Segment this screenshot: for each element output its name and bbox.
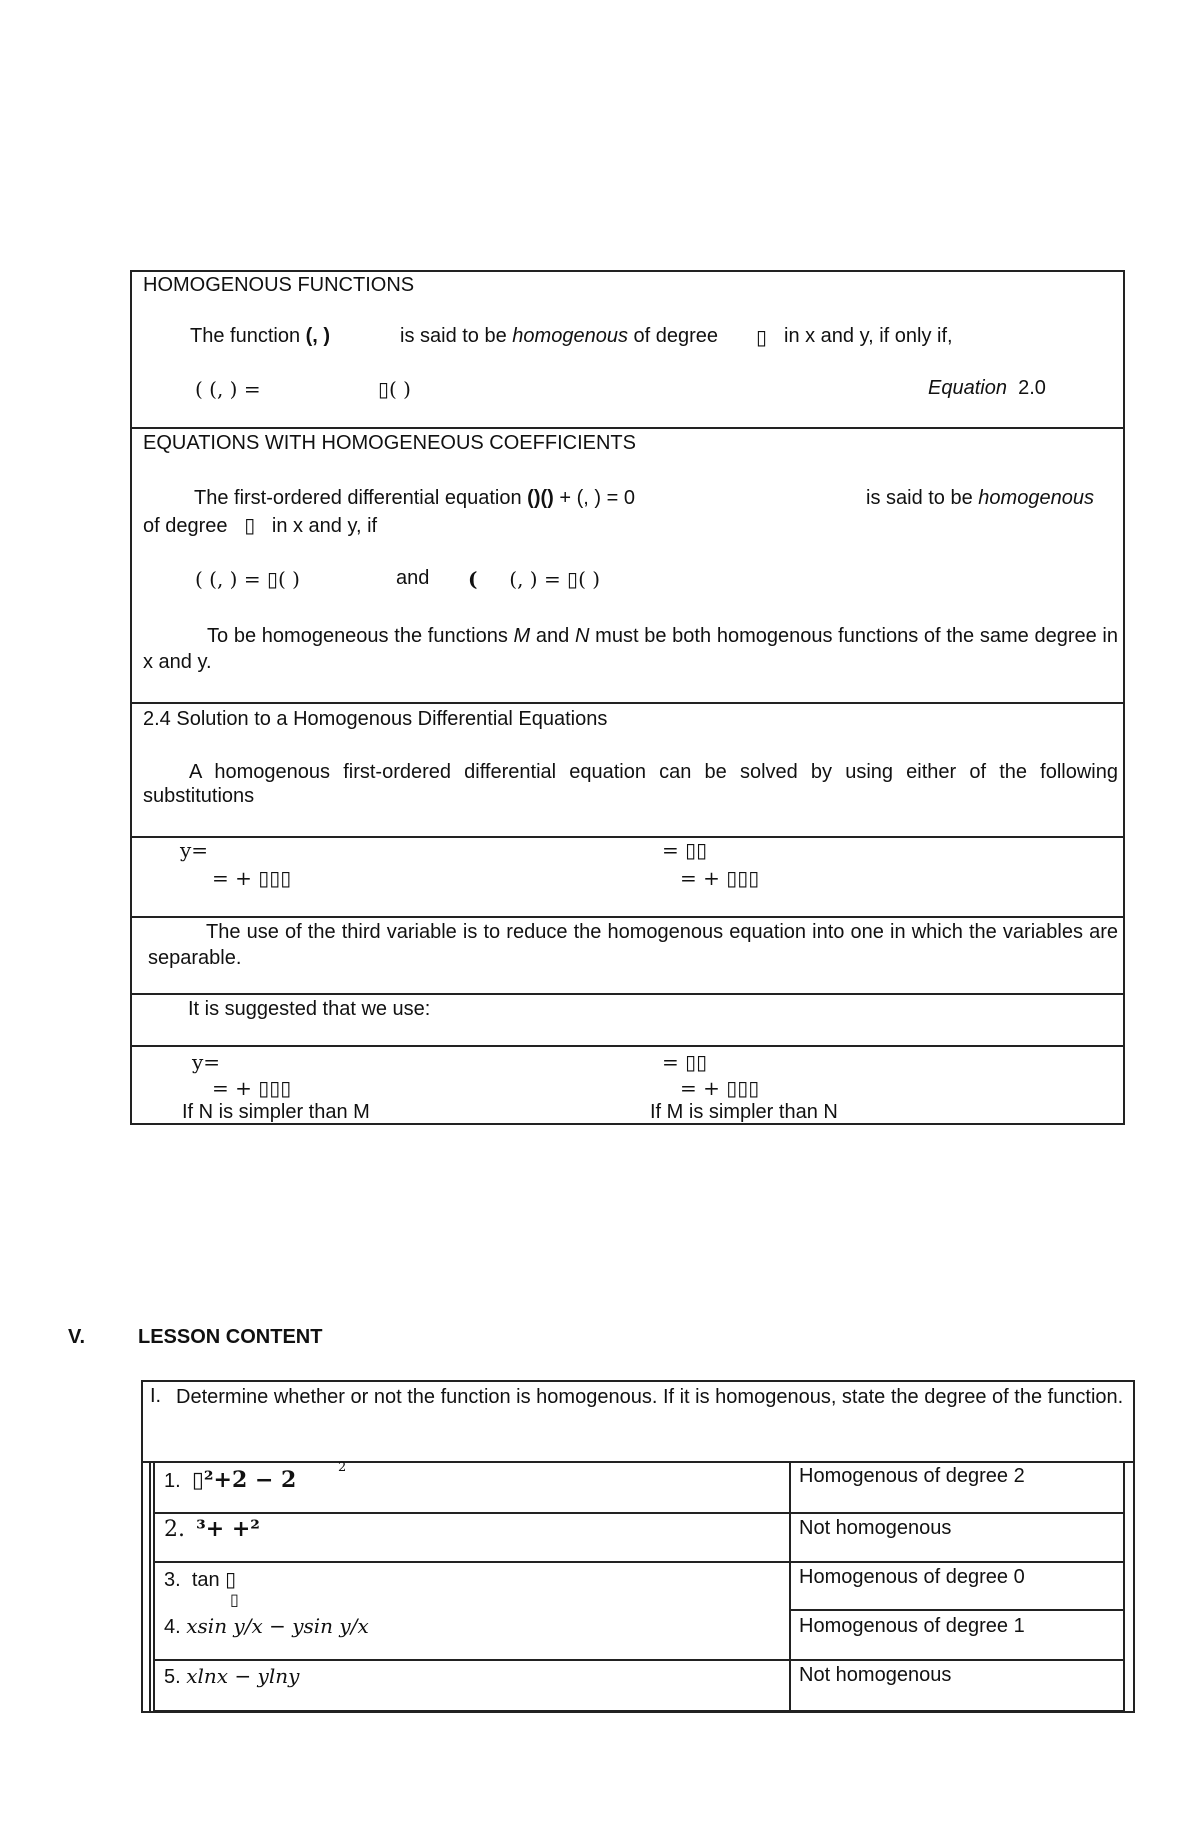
sub2-right-line1: = ▯▯ xyxy=(662,1050,708,1074)
row-divider-3-right xyxy=(789,1609,1125,1611)
coefficients-line1 xyxy=(194,487,635,510)
sub1-left-line1: y= xyxy=(180,838,209,862)
definition-mid-text: is said to be xyxy=(400,325,513,347)
row-number: 5. xyxy=(164,1666,181,1688)
row-answer: Homogenous of degree 0 xyxy=(799,1566,1025,1588)
definition-mid xyxy=(400,325,718,348)
lesson-title: LESSON CONTENT xyxy=(138,1326,323,1348)
row-subscript: ▯ xyxy=(230,1592,239,1609)
equation-lhs: ( (, ) = xyxy=(195,377,261,401)
row-answer: Homogenous of degree 2 xyxy=(799,1465,1025,1487)
instruction-text: Determine whether or not the function is homogenous. If it is homogenous, state the degree of the function. xyxy=(176,1386,1124,1408)
line1-bold: ()() xyxy=(527,487,554,509)
row-answer: Not homogenous xyxy=(799,1664,952,1686)
table-left-inner xyxy=(153,1461,155,1713)
para-pre: To be homogeneous the functions xyxy=(207,625,514,647)
row-divider-4 xyxy=(153,1659,1125,1661)
line1-right: is said to be xyxy=(866,487,979,509)
section-heading-homogenous-functions: HOMOGENOUS FUNCTIONS xyxy=(143,274,415,296)
row-expression: tan ▯ xyxy=(191,1569,237,1591)
table-top xyxy=(141,1461,1135,1463)
divider-5 xyxy=(130,993,1125,995)
instruction-number: I. xyxy=(150,1385,162,1407)
sub1-right-line2: = + ▯▯▯ xyxy=(680,866,760,890)
para-post: must be both homogenous functions of the same degree in x and y. xyxy=(143,625,1118,673)
table-row xyxy=(164,1664,299,1689)
definition-post: of degree xyxy=(627,325,719,347)
section-heading-solution: 2.4 Solution to a Homogenous Differential Equations xyxy=(143,708,608,730)
sub2-left-line2: = + ▯▯▯ xyxy=(212,1076,292,1100)
third-variable-paragraph: The use of the third variable is to reduce the homogenous equation into one in which the variables are separable. xyxy=(148,921,1118,969)
row-expression: ▯²+2 − 2 xyxy=(191,1467,297,1493)
line2-post: in x and y, if xyxy=(271,515,378,537)
lesson-number: V. xyxy=(68,1326,86,1348)
definition-pre: The function xyxy=(190,325,306,347)
line1-post: + (, ) = 0 xyxy=(553,487,635,509)
coefficients-line1-right xyxy=(866,487,1094,510)
definition-func: (, ) xyxy=(305,325,331,347)
table-left-outer xyxy=(149,1461,151,1713)
row-number: 3. xyxy=(164,1569,181,1591)
row-divider-2 xyxy=(153,1561,1125,1563)
equation-label-text: Equation xyxy=(928,377,1007,399)
coefficients-line2 xyxy=(143,513,377,538)
condition-right-text: (, ) = ▯( ) xyxy=(509,567,601,591)
line1-pre: The first-ordered differential equation xyxy=(194,487,528,509)
row-expression: xsin y/x − ysin y/x xyxy=(186,1614,369,1638)
table-right-outer xyxy=(1133,1461,1135,1713)
condition-left: ( (, ) = ▯( ) xyxy=(195,567,300,591)
row-superscript: 2 xyxy=(338,1460,347,1475)
table-bottom xyxy=(153,1710,1125,1712)
table-right-inner xyxy=(1123,1461,1125,1713)
divider-6 xyxy=(130,1045,1125,1047)
row-expression: ³+ +² xyxy=(196,1516,260,1542)
sub2-left-line1: y= xyxy=(192,1050,221,1074)
sub2-left-note: If N is simpler than M xyxy=(182,1101,370,1123)
line1-right-em: homogenous xyxy=(978,487,1094,509)
equation-rhs: ▯( ) xyxy=(378,377,411,401)
section-heading-coefficients: EQUATIONS WITH HOMOGENEOUS COEFFICIENTS xyxy=(143,432,636,454)
coefficients-paragraph xyxy=(143,623,1118,675)
condition-and: and xyxy=(396,567,430,589)
definition-em: homogenous xyxy=(512,325,628,347)
para-and: and xyxy=(530,625,576,647)
row-number: 1. xyxy=(164,1470,181,1492)
table-row xyxy=(164,1614,369,1639)
sub1-left-line2: = + ▯▯▯ xyxy=(212,866,292,890)
table-mid xyxy=(789,1461,791,1713)
divider-2 xyxy=(130,702,1125,704)
table-row xyxy=(164,1567,236,1592)
row-number: 4. xyxy=(164,1616,181,1638)
row-expression: xlnx − ylny xyxy=(186,1664,300,1688)
divider-4 xyxy=(130,916,1125,918)
row-divider-1 xyxy=(153,1512,1125,1514)
sub2-right-note: If M is simpler than N xyxy=(650,1101,838,1123)
definition-tail: in x and y, if only if, xyxy=(784,325,953,347)
sub2-right-line2: = + ▯▯▯ xyxy=(680,1076,760,1100)
sub1-right-line1: = ▯▯ xyxy=(662,838,708,862)
equation-number: 2.0 xyxy=(1018,377,1046,399)
row-answer: Homogenous of degree 1 xyxy=(799,1615,1025,1637)
suggestion-text: It is suggested that we use: xyxy=(188,998,431,1020)
definition-line xyxy=(190,325,330,348)
para-n: N xyxy=(575,625,590,647)
solution-paragraph: A homogenous first-ordered differential equation can be solved by using either of the following substitutions xyxy=(143,761,1118,807)
condition-right-bold: ( xyxy=(468,567,478,591)
row-answer: Not homogenous xyxy=(799,1517,952,1539)
line2-symbol: ▯ xyxy=(244,515,256,537)
degree-symbol: ▯ xyxy=(756,327,768,349)
divider-1 xyxy=(130,427,1125,429)
line2-pre: of degree xyxy=(143,515,228,537)
equation-label xyxy=(928,377,1046,400)
table-row xyxy=(164,1467,296,1493)
divider-3 xyxy=(130,836,1125,838)
table-row xyxy=(164,1516,260,1542)
row-number: 2. xyxy=(164,1517,185,1542)
para-m: M xyxy=(513,625,531,647)
condition-right xyxy=(468,567,600,591)
